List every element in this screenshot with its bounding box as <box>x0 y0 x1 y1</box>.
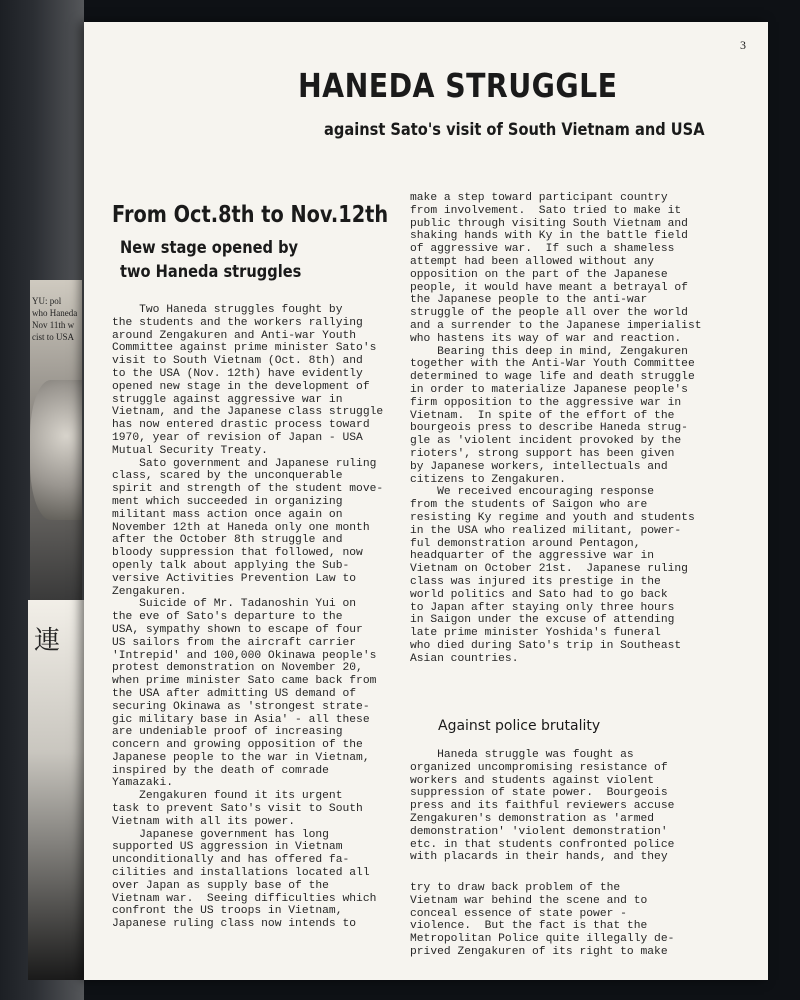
photo-portrait <box>30 380 82 520</box>
page-title: HANEDA STRUGGLE <box>298 66 618 105</box>
section-title: From Oct.8th to Nov.12th <box>112 202 389 228</box>
page-subtitle: against Sato's visit of South Vietnam and USA <box>324 120 705 140</box>
document-page <box>84 22 768 980</box>
banner-glyph: 連 <box>34 626 61 656</box>
section-subtitle: New stage opened by two Haneda struggles <box>120 238 302 282</box>
photo-caption-fragment: YU: pol <box>32 296 62 306</box>
photo-crowd <box>28 600 84 980</box>
photo-caption-fragment: who Haneda <box>32 308 78 318</box>
article-column-right: make a step toward participant country from involvement. Sato tried to make it public through visiting South Vietnam and shaking hands with Ky in the battle field of aggressive war. If such a shameless attempt had been allowed without any opposition on the part of the Japanese people, it would have meant a betrayal of the Japanese people to the anti-war struggle of the people all over the world and a surrender to the Japanese imperialist who hastens its way of war and reaction. Bearing this deep in mind, Zengakuren together with the Anti-War Youth Committee determined to wage life and death struggle in order to materialize Japanese people's firm opposition to the aggressive war in Vietnam. In spite of the effort of the bourgeois press to describe Haneda strug- gle as 'violent incident provoked by the rioters', strong support has been given by Japanese workers, intellectuals and citizens to Zengakuren. We received encouraging response from the students of Saigon who are resisting Ky regime and youth and students in the USA who realized militant, power- ful demonstration around Pentagon, headquarter of the aggressive war in Vietnam on October 21st. Japanese ruling class was injured its prestige in the world politics and Sato had to go back to Japan after staying only three hours in Saigon under the excuse of attending late prime minister Yoshida's funeral who died during Sato's trip in Southeast Asian countries. <box>410 192 702 665</box>
photo-caption-fragment: cist to USA <box>32 332 75 342</box>
photo-caption-fragment: Nov 11th w <box>32 320 75 330</box>
article-column-right-end: try to draw back problem of the Vietnam war behind the scene and to conceal essence of state power - violence. But the fact is that the Metropolitan Police quite illegally de- prived Zengakuren of its right to make <box>410 882 675 958</box>
page-number: 3 <box>740 38 746 52</box>
article-column-left: Two Haneda struggles fought by the students and the workers rallying around Zengakuren and Anti-war Youth Committee against prime minister Sato's visit to South Vietnam (Oct. 8th) and to the USA (Nov. 12th) have evidently opened new stage in the development of struggle against aggressive war in Vietnam, and the Japanese class struggle has now entered drastic process toward 1970, year of revision of Japan - USA Mutual Security Treaty. Sato government and Japanese ruling class, scared by the unconquerable spirit and strength of the student move- ment which succeeded in organizing militant mass action once again on November 12th at Haneda only one month after the October 8th struggle and bloody suppression that followed, now openly talk about applying the Sub- versive Activities Prevention Law to Zengakuren. Suicide of Mr. Tadanoshin Yui on the eve of Sato's departure to the USA, sympathy shown to escape of four US sailors from the aircraft carrier 'Intrepid' and 100,000 Okinawa people's protest demonstration on November 20, when prime minister Sato came back from the USA after admitting US demand of securing Okinawa as 'strongest strate- gic military base in Asia' - all these are undeniable proof of increasing concern and growing opposition of the Japanese people to the war in Vietnam, inspired by the death of comrade Yamazaki. Zengakuren found it its urgent task to prevent Sato's visit to South Vietnam with all its power. Japanese government has long supported US aggression in Vietnam unconditionally and has offered fa- cilities and installations located all over Japan as supply base of the Vietnam war. Seeing difficulties which confront the US troops in Vietnam, Japanese ruling class now intends to <box>112 304 384 931</box>
subsection-heading: Against police brutality <box>438 718 601 734</box>
facing-page-photo <box>0 0 84 1000</box>
article-column-right-continued: Haneda struggle was fought as organized uncompromising resistance of workers and students against violent suppression of state power. Bourgeois press and its faithful reviewers accuse Zengakuren's demonstration as 'armed demonstration' 'violent demonstration' etc. in that students confronted police with placards in their hands, and they <box>410 749 675 864</box>
